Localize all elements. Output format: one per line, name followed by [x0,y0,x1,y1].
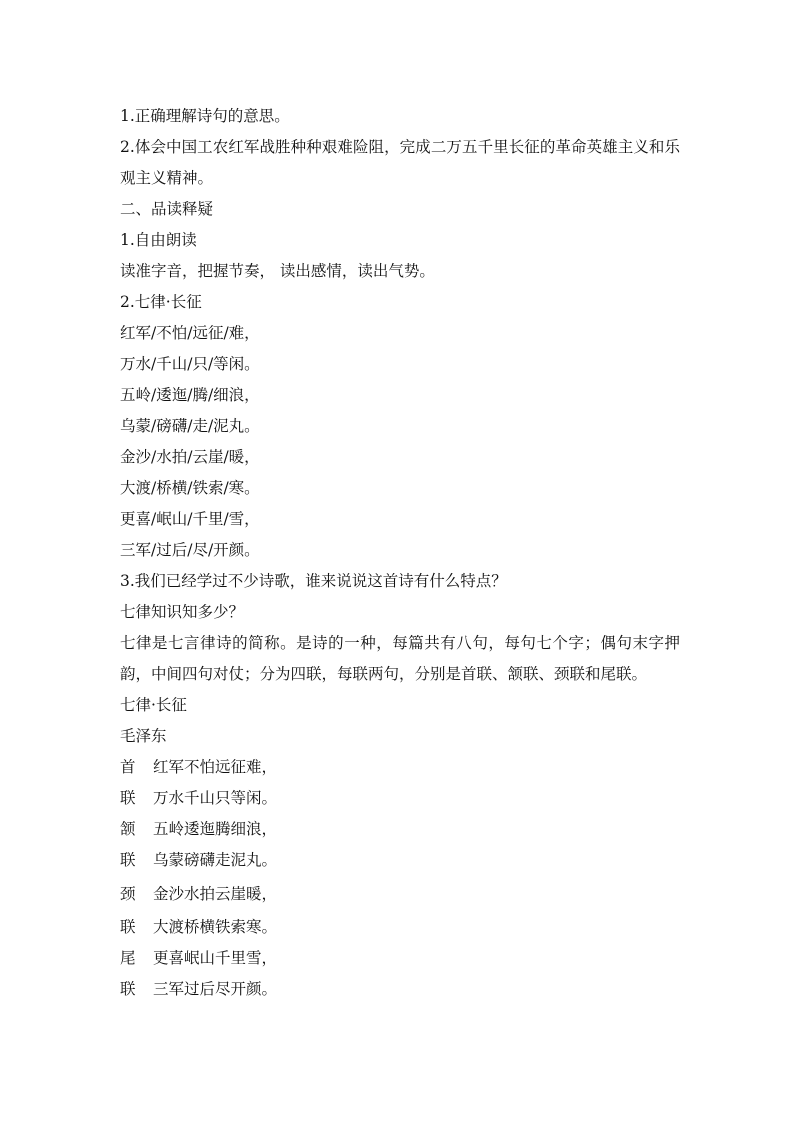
couplet-text: 万水千山只等闲。 [153,789,278,807]
poem-rhythm-line: 金沙/水拍/云崖/暖， [120,448,260,466]
couplet-text: 三军过后尽开颜。 [153,980,278,998]
poem-couplet-line [120,912,680,943]
poem-rhythm-line: 红军/不怕/远征/难， [120,324,260,342]
couplet-label: 尾 [120,949,136,967]
couplet-text: 五岭逶迤腾细浪， [153,820,278,838]
poem-couplet-line [120,783,680,814]
step-heading-1: 1.自由朗读 [120,231,197,249]
poem-rhythm-line: 万水/千山/只/等闲。 [120,355,260,373]
reading-instruction: 读准字音，把握节奏， 读出感情，读出气势。 [120,262,435,280]
objective-2: 2.体会中国工农红军战胜种种艰难险阻，完成二万五千里长征的革命英雄主义和乐观主义精神。 [120,138,680,187]
couplet-label: 联 [120,980,136,998]
poem-rhythm-line: 三军/过后/尽/开颜。 [120,541,260,559]
poem-couplet-line [120,814,680,845]
knowledge-heading: 七律知识知多少？ [120,603,245,621]
couplet-label: 首 [120,758,136,776]
poem-rhythm-line: 更喜/岷山/千里/雪， [120,510,260,528]
poem-author: 毛泽东 [120,727,167,745]
couplet-label: 联 [120,789,136,807]
section-heading: 二、品读释疑 [120,200,214,218]
step-heading-3: 3.我们已经学过不少诗歌，谁来说说这首诗有什么特点？ [120,572,507,590]
objective-1: 1.正确理解诗句的意思。 [120,107,290,125]
poem-rhythm-line: 乌蒙/磅礴/走/泥丸。 [120,417,260,435]
document-body [120,101,680,1005]
couplet-text: 乌蒙磅礴走泥丸。 [153,851,278,869]
poem-couplet-line [120,974,680,1005]
couplet-label: 联 [120,851,136,869]
poem-rhythm-line: 大渡/桥横/铁索/寒。 [120,479,260,497]
couplet-text: 金沙水拍云崖暖， [153,885,278,903]
poem-couplet-line [120,876,680,912]
poem-couplet-line [120,943,680,974]
couplet-text: 大渡桥横铁索寒。 [153,918,278,936]
couplet-text: 更喜岷山千里雪， [153,949,278,967]
poem-couplet-line [120,845,680,876]
couplet-label: 颔 [120,820,136,838]
step-heading-2: 2.七律·长征 [120,293,202,311]
knowledge-paragraph: 七律是七言律诗的简称。是诗的一种，每篇共有八句，每句七个字；偶句末字押韵，中间四句对仗；分为四联，每联两句，分别是首联、颔联、颈联和尾联。 [120,634,680,683]
poem-rhythm-line: 五岭/逶迤/腾/细浪， [120,386,260,404]
poem-title: 七律·长征 [120,696,187,714]
couplet-label: 颈 [120,885,136,903]
poem-couplet-line [120,752,680,783]
couplet-text: 红军不怕远征难， [153,758,278,776]
couplet-label: 联 [120,918,136,936]
